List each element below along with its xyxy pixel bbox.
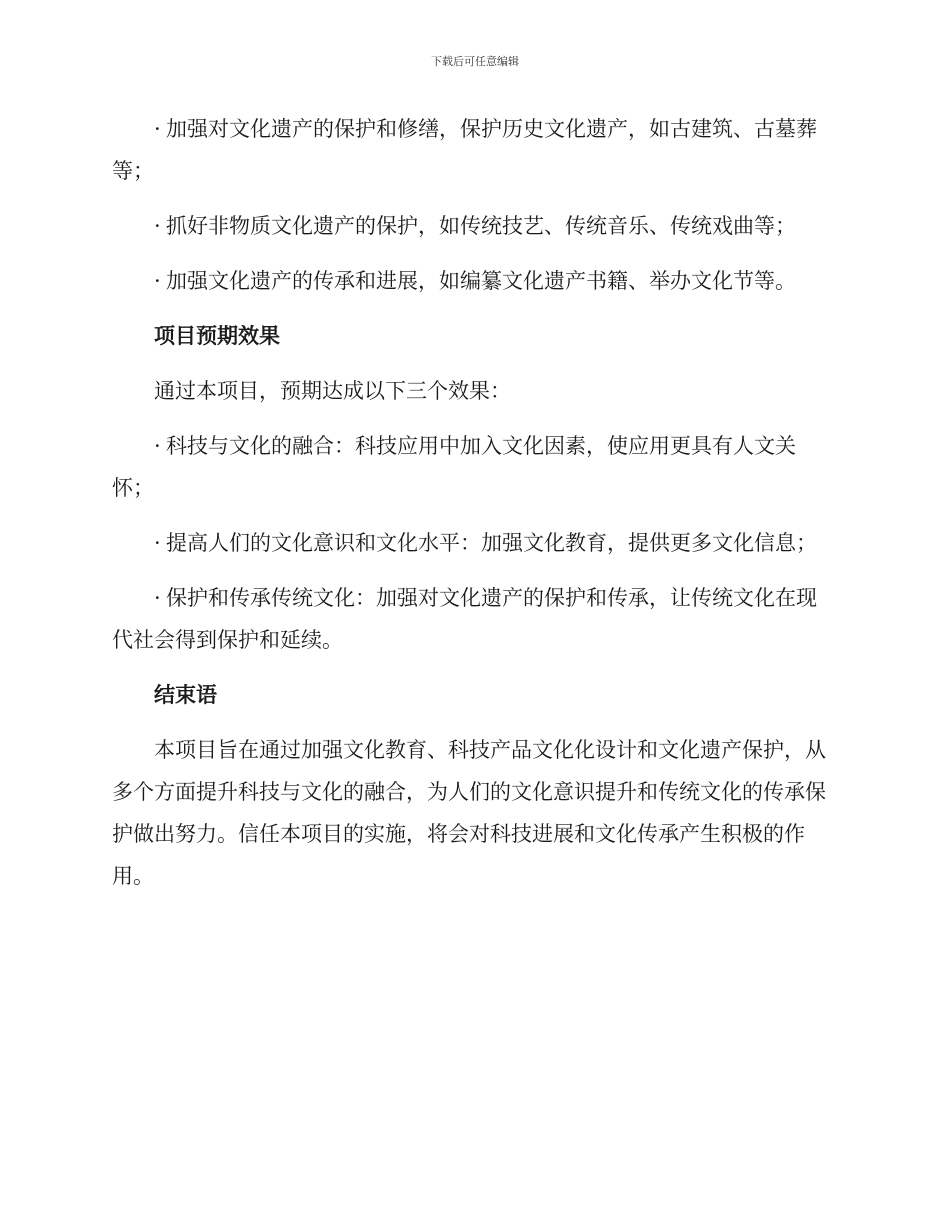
bullet-paragraph: [112, 260, 830, 302]
page-header: 下载后可任意编辑: [431, 55, 519, 68]
bullet-paragraph: [112, 425, 830, 509]
bullet-marker: ·: [154, 434, 161, 458]
bullet-marker: ·: [154, 586, 161, 610]
bullet-text: 提高人们的文化意识和文化水平：加强文化教育，提供更多文化信息；: [166, 531, 817, 555]
bullet-paragraph: [112, 577, 830, 661]
bullet-text: 科技与文化的融合：科技应用中加入文化因素，使应用更具有人文关怀；: [112, 434, 796, 500]
section-heading-conclusion: 结束语: [154, 683, 217, 707]
document-body: [112, 108, 830, 910]
bullet-marker: ·: [154, 269, 161, 293]
bullet-marker: ·: [154, 117, 161, 141]
bullet-paragraph: [112, 108, 830, 192]
conclusion-paragraph: 本项目旨在通过加强文化教育、科技产品文化化设计和文化遗产保护，从多个方面提升科技与文化的融合，为人们的文化意识提升和传统文化的传承保护做出努力。信任本项目的实施，将会对科技进展和文化传承产生积极的作用。: [112, 738, 826, 888]
bullet-text: 抓好非物质文化遗产的保护，如传统技艺、传统音乐、传统戏曲等；: [166, 214, 796, 238]
effects-intro: 通过本项目，预期达成以下三个效果：: [154, 379, 511, 403]
bullet-marker: ·: [154, 214, 161, 238]
bullet-paragraph: [112, 522, 830, 564]
bullet-text: 保护和传承传统文化：加强对文化遗产的保护和传承，让传统文化在现代社会得到保护和延续。: [112, 586, 817, 652]
bullet-text: 加强对文化遗产的保护和修缮，保护历史文化遗产，如古建筑、古墓葬等；: [112, 117, 817, 183]
bullet-marker: ·: [154, 531, 161, 555]
section-heading-expected-effects: 项目预期效果: [154, 324, 280, 348]
bullet-text: 加强文化遗产的传承和进展，如编纂文化遗产书籍、举办文化节等。: [166, 269, 796, 293]
bullet-paragraph: [112, 205, 830, 247]
